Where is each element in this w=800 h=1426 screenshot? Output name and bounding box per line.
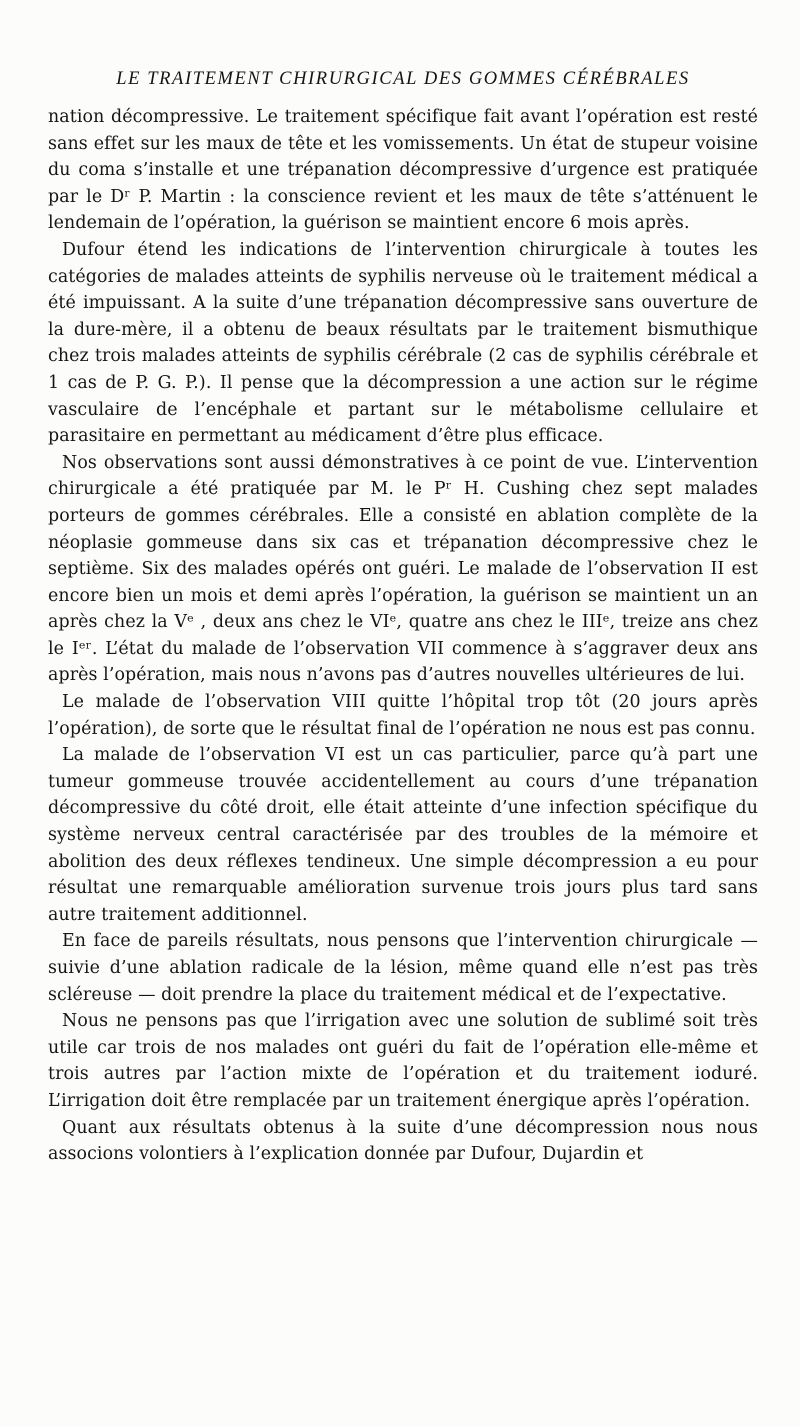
paragraph: Quant aux résultats obtenus à la suite d’une décompression nous nous associons volontiers à l’explication donnée par Dufour, Dujardin et — [48, 1117, 758, 1165]
paragraph: Dufour étend les indications de l’intervention chirurgicale à toutes les catégories de malades atteints de syphilis nerveuse où le traitement médical a été impuissant. A la suite d’une trépanation décompressive sans ouverture de la dure-mère, il a obtenu de beaux résultats par le traitement bismuthique chez trois malades atteints de syphilis cérébrale (2 cas de syphilis cérébrale et 1 cas de P. G. P.). Il pense que la décompression a une action sur le régime vasculaire de l’encéphale et partant sur le métabolisme cellulaire et parasitaire en permettant au médicament d’être plus efficace. — [48, 239, 758, 447]
body-text — [48, 104, 758, 1168]
paragraph: La malade de l’observation VI est un cas particulier, parce qu’à part une tumeur gommeuse trouvée accidentellement au cours d’une trépanation décompressive du côté droit, elle était atteinte d’une infection spécifique du système nerveux central caractérisée par des troubles de la mémoire et abolition des deux réflexes tendineux. Une simple décompression a eu pour résultat une remarquable amélioration survenue trois jours plus tard sans autre traitement additionnel. — [48, 745, 758, 925]
paragraph: nation décompressive. Le traitement spécifique fait avant l’opération est resté sans effet sur les maux de tête et les vomissements. Un état de stupeur voisine du coma s’installe et une trépanation décompressive d’urgence est pratiquée par le Dʳ P. Martin : la conscience revient et les maux de tête s’atténuent le lendemain de l’opération, la guérison se maintient encore 6 mois après. — [48, 107, 758, 234]
paragraph: Nos observations sont aussi démonstratives à ce point de vue. L’intervention chirurgicale a été pratiquée par M. le Pʳ H. Cushing chez sept malades porteurs de gommes cérébrales. Elle a consisté en ablation complète de la néoplasie gommeuse dans six cas et trépanation décompressive chez le septième. Six des malades opérés ont guéri. Le malade de l’observation II est encore bien un mois et demi après l’opération, la guérison se maintient un an après chez la Vᵉ , deux ans chez le VIᵉ, quatre ans chez le IIIᵉ, treize ans chez le Iᵉʳ. L’état du malade de l’observation VII commence à s’aggraver deux ans après l’opération, mais nous n’avons pas d’autres nouvelles ultérieures de lui. — [48, 452, 758, 686]
paragraph: En face de pareils résultats, nous pensons que l’intervention chirurgicale — suivie d’une ablation radicale de la lésion, même quand elle n’est pas très scléreuse — doit prendre la place du traitement médical et de l’expectative. — [48, 931, 758, 1005]
paragraph: Le malade de l’observation VIII quitte l’hôpital trop tôt (20 jours après l’opération), de sorte que le résultat final de l’opération ne nous est pas connu. — [48, 692, 758, 739]
document-page — [48, 66, 758, 1168]
paragraph: Nous ne pensons pas que l’irrigation avec une solution de sublimé soit très utile car trois de nos malades ont guéri du fait de l’opération elle-même et trois autres par l’action mixte de l’opération et du traitement ioduré. L’irrigation doit être remplacée par un traitement énergique après l’opération. — [48, 1011, 758, 1111]
running-head: LE TRAITEMENT CHIRURGICAL DES GOMMES CÉRÉBRALES — [116, 69, 690, 89]
